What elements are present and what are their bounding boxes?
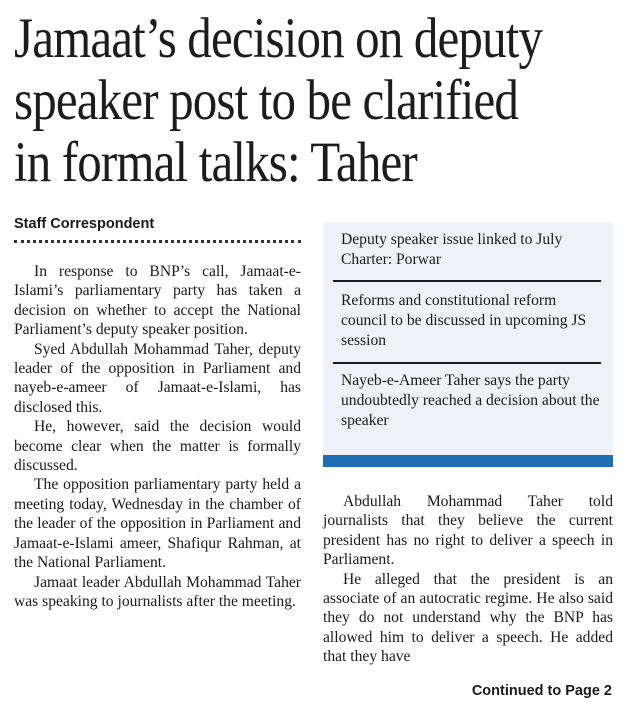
paragraph: He, however, said the decision would become clear when the matter is formally discussed. <box>14 418 301 475</box>
article-right-column <box>323 492 613 667</box>
paragraph: The opposition parliamentary party held a meeting today, Wednesday in the chamber of the leader of the opposition in Parliament and Jamaat-e-Islami ameer, Shafiqur Rahman, at the National Parliament. <box>14 476 301 572</box>
continued-link[interactable]: Continued to Page 2 <box>471 683 612 699</box>
byline: Staff Correspondent <box>14 216 155 232</box>
highlight-item: Reforms and constitutional reform council to be discussed in upcoming JS session <box>341 292 587 349</box>
highlights-accent-bar <box>323 455 613 467</box>
highlight-divider <box>333 280 601 282</box>
highlight-item: Deputy speaker issue linked to July Charter: Porwar <box>341 231 563 268</box>
paragraph: Abdullah Mohammad Taher told journalists that they believe the current president has no right to deliver a speech in Parliament. <box>323 493 613 569</box>
paragraph: He alleged that the president is an associate of an autocratic regime. He also said they do not understand why the BNP has allowed him to deliver a speech. He added that they have <box>323 570 613 666</box>
highlight-item: Nayeb-e-Ameer Taher says the party undoubtedly reached a decision about the speaker <box>341 372 600 429</box>
paragraph: Jamaat leader Abdullah Mohammad Taher was speaking to journalists after the meeting. <box>14 573 301 610</box>
highlight-divider <box>333 362 601 364</box>
highlights-box <box>323 222 613 455</box>
headline-line-3: in formal talks: Taher <box>14 131 417 194</box>
headline <box>14 7 543 194</box>
article-left-column <box>14 262 301 611</box>
paragraph: In response to BNP’s call, Jamaat-e-Islami’s parliamentary party has taken a decision on whether to accept the National Parliament’s deputy speaker position. <box>14 263 301 339</box>
headline-line-2: speaker post to be clarified <box>14 69 519 132</box>
headline-line-1: Jamaat’s decision on deputy <box>14 7 543 70</box>
paragraph: Syed Abdullah Mohammad Taher, deputy leader of the opposition in Parliament and nayeb-e-ameer of Jamaat-e-Islami, has disclosed this. <box>14 340 301 416</box>
byline-dotted-rule <box>14 240 301 243</box>
